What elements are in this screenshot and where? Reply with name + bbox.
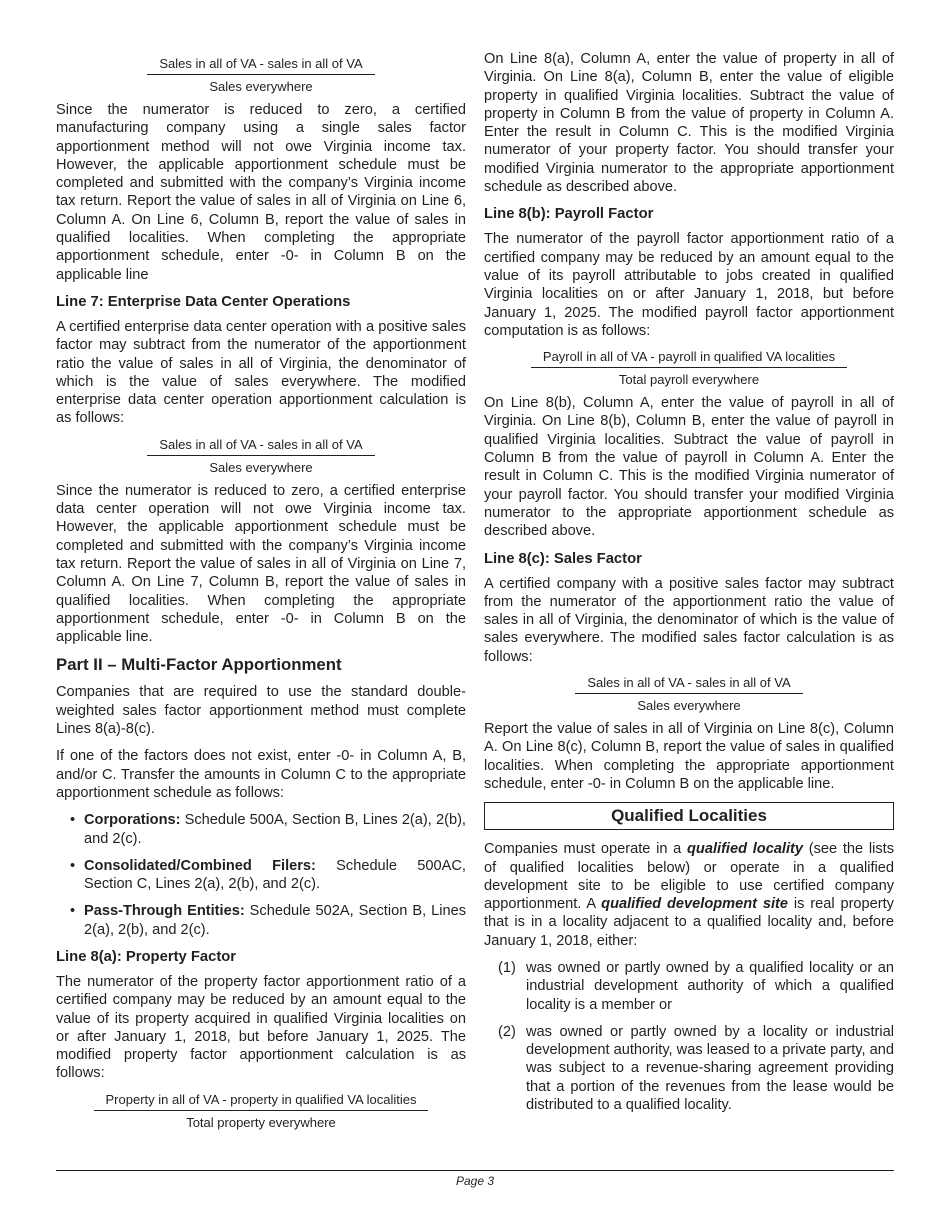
paragraph: The numerator of the payroll factor apportionment ratio of a certified company may be reduced by an amount equal to the value of its payroll attributable to jobs created in qualified Virginia localities on or after January 1, 2018, but before January 1, 2025. The modified payroll factor apportionment computation is as follows:: [484, 231, 894, 339]
bullet-icon: •: [70, 903, 76, 920]
fraction-denominator: Sales everywhere: [209, 459, 313, 475]
paragraph: Report the value of sales in all of Virginia on Line 8(c), Column A. On Line 8(c), Column B, report the value of sales in qualified localities. When completing the appropriate apportionment schedule, enter -0- in Column B on the applicable line.: [484, 721, 894, 792]
property-fraction: [56, 1092, 466, 1131]
list-item-label: Consolidated/Combined Filers:: [84, 857, 316, 874]
fraction-denominator: Sales everywhere: [637, 698, 741, 714]
paragraph: Since the numerator is reduced to zero, a certified enterprise data center operation will not owe Virginia income tax. However, the applicable apportionment schedule must be completed and submitted with the company’s Virginia income tax return. Report the value of sales in all of Virginia on Line 7, Column A. On Line 7, Column B, report the value of sales in qualified localities. When completing the appropriate apportionment schedule, enter -0- in Column B on the applicable line.: [56, 482, 466, 646]
list-item-text: was owned or partly owned by a locality or industrial development authority, was leased to a private party, and was subject to a revenue-sharing agreement providing that a portion of the revenues from the lease would be distributed to a qualified locality.: [526, 1023, 894, 1114]
text-run: Companies must operate in a: [484, 841, 688, 858]
list-number: (1): [498, 959, 516, 976]
term-qualified-development-site: qualified development site: [601, 896, 789, 913]
list-item-text: Schedule 500A, Section B, Lines 2(a), 2(b), and 2(c).: [84, 812, 466, 847]
heading-line-7: Line 7: Enterprise Data Center Operations: [56, 293, 351, 310]
list-item-text: was owned or partly owned by a qualified locality or an industrial development authority of which a qualified locality is a member or: [526, 959, 894, 1013]
fraction-numerator: Property in all of VA - property in qualified VA localities: [94, 1092, 429, 1111]
list-item: [70, 857, 466, 894]
heading-part-2: Part II – Multi-Factor Apportionment: [56, 655, 342, 675]
list-item-text: Schedule 502A, Section B, Lines 2(a), 2(b), and 2(c).: [84, 903, 467, 938]
text-run: is real property that is in a locality adjacent to a qualified locality and, before January 1, 2018, either:: [484, 896, 894, 949]
schedule-list: [56, 811, 466, 939]
payroll-fraction: [484, 349, 894, 388]
footer-divider: [56, 1170, 894, 1171]
paragraph: A certified company with a positive sales factor may subtract from the numerator of the apportionment ratio the value of sales in all of Virginia, the denominator of which is the value of sales everywhere. The modified sales factor calculation is as follows:: [484, 575, 894, 665]
list-item: [498, 1023, 894, 1114]
fraction-numerator: Sales in all of VA - sales in all of VA: [147, 437, 374, 456]
fraction-denominator: Total payroll everywhere: [618, 372, 760, 388]
paragraph: A certified enterprise data center operation with a positive sales factor may subtract from the numerator of the apportionment ratio the value of sales in all of Virginia, the denominator of which is the value of sales everywhere. The modified enterprise data center operation apportionment calculation is as follows:: [56, 318, 466, 427]
list-item: [70, 902, 467, 939]
term-qualified-locality: qualified locality: [687, 841, 804, 858]
paragraph: Companies that are required to use the standard double-weighted sales factor apportionment method must complete Lines 8(a)-8(c).: [56, 684, 466, 738]
list-item-label: Pass-Through Entities:: [84, 903, 245, 920]
list-item: [498, 959, 894, 1014]
qualified-localities-heading: Qualified Localities: [484, 802, 894, 830]
paragraph: If one of the factors does not exist, enter -0- in Column A, B, and/or C. Transfer the amounts in Column C to the appropriate apportionment schedule as follows:: [56, 748, 466, 801]
list-item-text: Schedule 500AC, Section C, Lines 2(a), 2(b), and 2(c).: [84, 857, 466, 893]
fraction-numerator: Payroll in all of VA - payroll in qualified VA localities: [531, 349, 847, 368]
left-column: [56, 50, 466, 1137]
list-number: (2): [498, 1023, 516, 1040]
paragraph: On Line 8(a), Column A, enter the value of property in all of Virginia. On Line 8(a), Column B, enter the value of eligible property in qualified Virginia localities. Subtract the value of property in Column B from the value of property in Column A. Enter the result in Column C. This is the modified Virginia numerator of your property factor. You should transfer your modified Virginia numerator to the appropriate apportionment schedule as described above.: [484, 51, 894, 196]
sales-fraction-2: [56, 437, 466, 476]
paragraph: The numerator of the property factor apportionment ratio of a certified company may be reduced by an amount equal to the value of its property acquired in qualified Virginia localities on or after January 1, 2018, but before January 1, 2025. The modified property factor apportionment calculation is as follows:: [56, 973, 466, 1082]
right-column: [484, 50, 894, 1123]
heading-line-8b: Line 8(b): Payroll Factor: [484, 206, 654, 223]
list-item-label: Corporations:: [84, 812, 181, 829]
sales-fraction-1: [56, 56, 466, 95]
fraction-numerator: Sales in all of VA - sales in all of VA: [575, 675, 802, 694]
paragraph: On Line 8(b), Column A, enter the value of payroll in all of Virginia. On Line 8(b), Column B, enter the value of payroll in qualified Virginia localities. Subtract the value of payroll in Column B from the value of payroll in Column A. Enter the result in Column C. This is the modified Virginia numerator of your payroll factor. You should transfer your modified Virginia numerator to the appropriate apportionment schedule as described above.: [484, 395, 894, 540]
fraction-numerator: Sales in all of VA - sales in all of VA: [147, 56, 374, 75]
heading-line-8c: Line 8(c): Sales Factor: [484, 550, 642, 567]
bullet-icon: •: [70, 857, 76, 874]
paragraph: [484, 840, 894, 950]
paragraph: Since the numerator is reduced to zero, a certified manufacturing company using a single sales factor apportionment method will not owe Virginia income tax. However, the applicable apportionment schedule must be completed and submitted with the company’s Virginia income tax return. Report the value of sales in all of Virginia on Line 6, Column A. On Line 6, Column B, report the value of sales in qualified localities. When completing the appropriate apportionment schedule, enter -0- in Column B on the applicable line: [56, 102, 466, 283]
page-number: Page 3: [455, 1174, 495, 1188]
fraction-denominator: Total property everywhere: [186, 1114, 336, 1130]
text-run: (see the lists of qualified localities below) or operate in a qualified development site to be eligible to use certified company apportionment. A: [484, 841, 894, 913]
conditions-list: [484, 959, 894, 1114]
bullet-icon: •: [70, 812, 76, 829]
list-item: [70, 811, 466, 848]
sales-fraction-3: [484, 675, 894, 714]
fraction-denominator: Sales everywhere: [209, 79, 313, 94]
heading-line-8a: Line 8(a): Property Factor: [56, 948, 237, 965]
